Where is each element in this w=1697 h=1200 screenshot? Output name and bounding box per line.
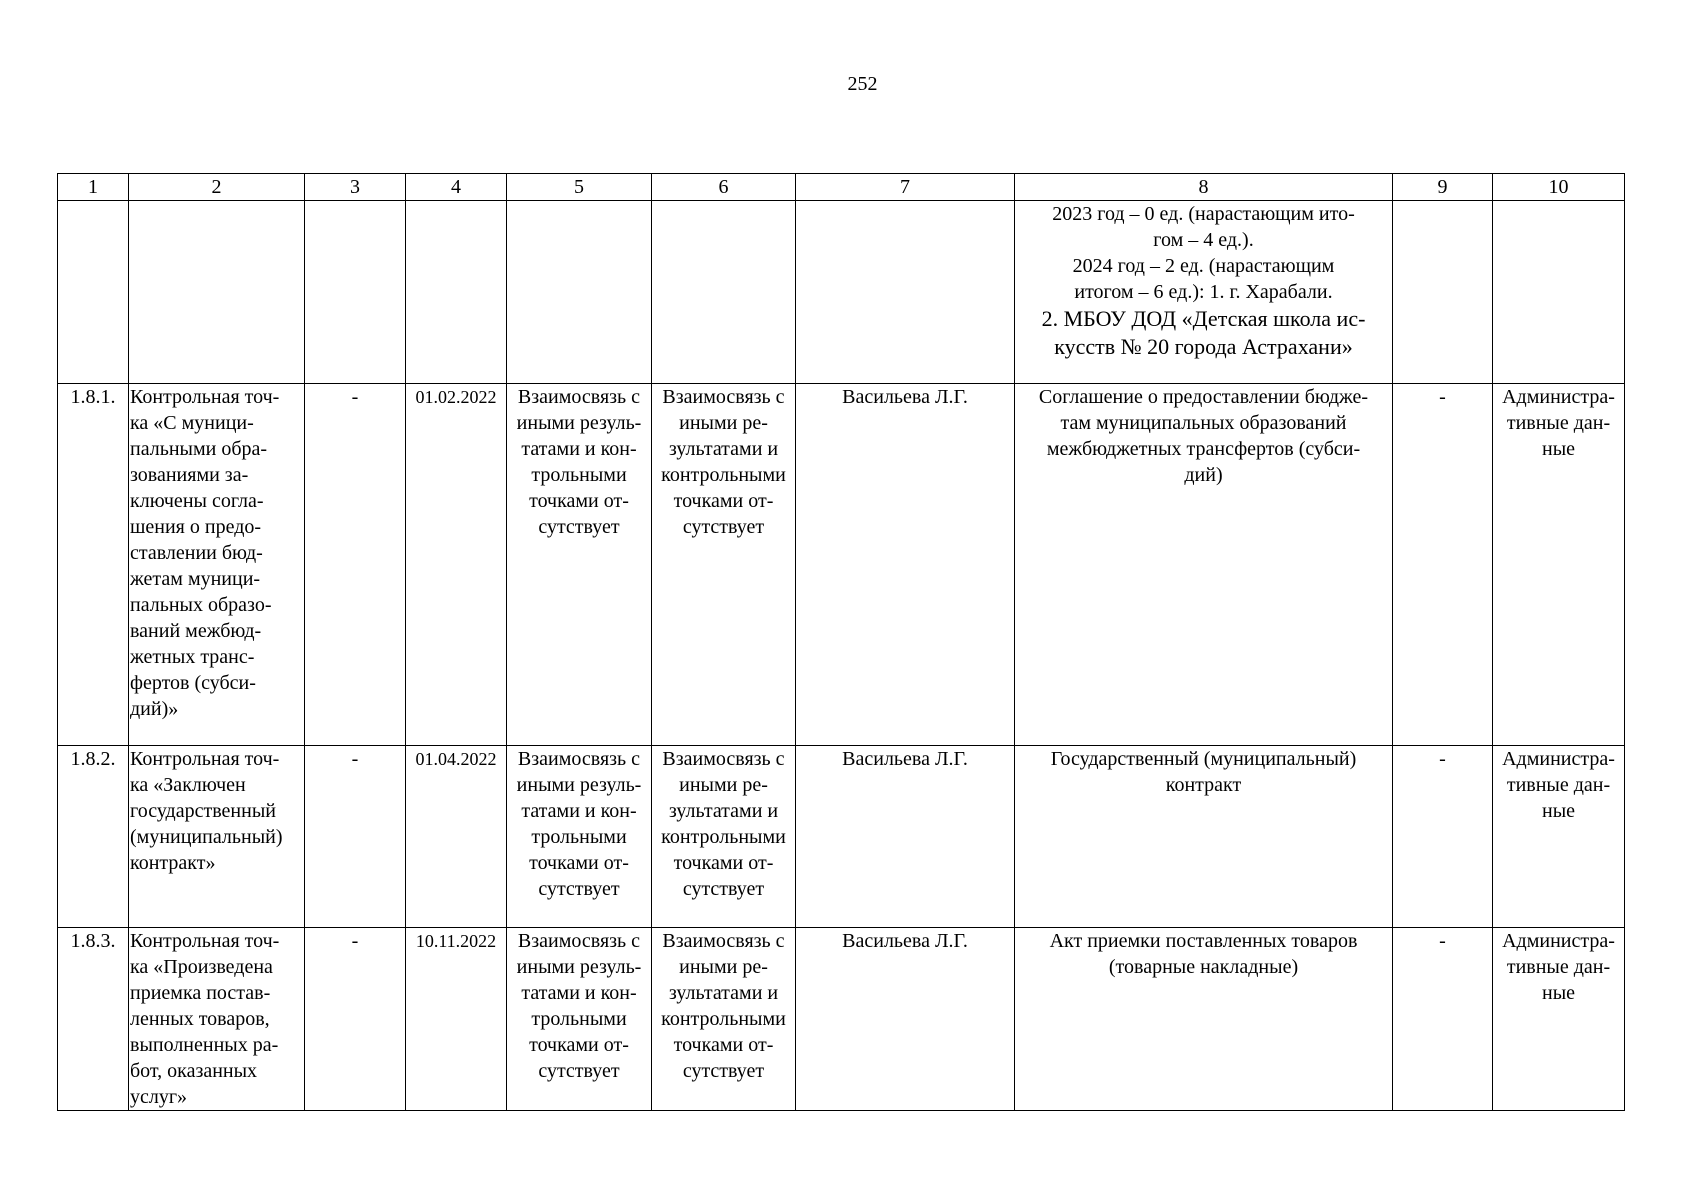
- text-line: 2024 год – 2 ед. (нарастающим: [1072, 255, 1335, 277]
- cell-empty: [58, 201, 129, 384]
- text-line: татами и кон-: [521, 800, 637, 822]
- row-number: 1.8.1.: [58, 384, 129, 746]
- text-line: татами и кон-: [521, 982, 637, 1004]
- column-number-row: [58, 174, 1625, 201]
- text-line: контрольными: [661, 826, 786, 848]
- text-line: ключены согла-: [130, 490, 264, 512]
- col6-relation: [652, 384, 796, 746]
- text-line: ка «Произведена: [130, 956, 273, 978]
- text-line: сутствует: [682, 878, 765, 900]
- text-line: приемка постав-: [130, 982, 271, 1004]
- text-line: точками от-: [529, 852, 629, 874]
- cell-empty: [652, 201, 796, 384]
- confirming-document: [1015, 384, 1393, 746]
- text-line: сутствует: [538, 516, 620, 538]
- text-line: итогом – 6 ед.): 1. г. Харабали.: [1074, 281, 1333, 303]
- col-header-2: 2: [129, 174, 305, 201]
- cell-empty: [507, 201, 652, 384]
- text-line: гом – 4 ед.).: [1153, 229, 1254, 251]
- col-header-5: 5: [507, 174, 652, 201]
- due-date: 01.04.2022: [406, 746, 507, 928]
- text-line: иными резуль-: [516, 956, 642, 978]
- text-line: кусств № 20 города Астрахани»: [1054, 334, 1353, 359]
- control-points-table: [57, 173, 1625, 1111]
- col3-value: -: [305, 746, 406, 928]
- text-line: Администра-: [1502, 930, 1615, 952]
- text-line: жетных транс-: [130, 646, 255, 668]
- text-line: межбюджетных трансфертов (субси-: [1046, 438, 1361, 460]
- text-line: трольными: [531, 826, 627, 848]
- text-line: Контрольная точ-: [130, 748, 280, 770]
- col-header-8: 8: [1015, 174, 1393, 201]
- row-number: 1.8.2.: [58, 746, 129, 928]
- responsible-person: Васильева Л.Г.: [796, 384, 1015, 746]
- col5-relation: [507, 928, 652, 1111]
- col-header-10: 10: [1493, 174, 1625, 201]
- responsible-person: Васильева Л.Г.: [796, 746, 1015, 928]
- text-line: Акт приемки поставленных товаров: [1049, 930, 1358, 952]
- text-line: сутствует: [538, 878, 620, 900]
- confirming-document: [1015, 746, 1393, 928]
- information-source: [1493, 928, 1625, 1111]
- text-line: услуг»: [130, 1086, 188, 1108]
- text-line: зультатами и: [668, 982, 779, 1004]
- text-line: ставлении бюд-: [130, 542, 263, 564]
- text-line: Администра-: [1502, 386, 1615, 408]
- text-line: Контрольная точ-: [130, 930, 280, 952]
- text-line: тивные дан-: [1506, 774, 1611, 796]
- text-line: пальных образо-: [130, 594, 272, 616]
- table-row: [58, 384, 1625, 746]
- continuation-row: [58, 201, 1625, 384]
- text-line: пальными обра-: [130, 438, 268, 460]
- text-line: Взаимосвязь с: [662, 930, 785, 952]
- text-line: там муниципальных образований: [1060, 412, 1347, 434]
- control-point-name: [129, 928, 305, 1111]
- information-source: [1493, 746, 1625, 928]
- text-line: Государственный (муниципальный): [1050, 748, 1357, 770]
- text-line: контрольными: [661, 464, 786, 486]
- text-line: тивные дан-: [1506, 412, 1611, 434]
- row-number: 1.8.3.: [58, 928, 129, 1111]
- text-line: ка «С муници-: [130, 412, 254, 434]
- text-line: Взаимосвязь с: [517, 930, 641, 952]
- text-line: (товарные накладные): [1108, 956, 1299, 978]
- text-line: зультатами и: [668, 438, 779, 460]
- text-line: Взаимосвязь с: [662, 386, 785, 408]
- text-line: Взаимосвязь с: [662, 748, 785, 770]
- text-line: (муниципальный): [130, 826, 283, 848]
- text-line: сутствует: [682, 1060, 765, 1082]
- col9-value: -: [1393, 928, 1493, 1111]
- text-line: контракт»: [130, 852, 216, 874]
- text-line: ка «Заключен: [130, 774, 246, 796]
- cell-empty: [1493, 201, 1625, 384]
- control-point-name: [129, 746, 305, 928]
- confirming-document: [1015, 928, 1393, 1111]
- text-line: Взаимосвязь с: [517, 386, 641, 408]
- text-line: ные: [1541, 438, 1576, 460]
- text-line: контракт: [1165, 774, 1242, 796]
- due-date: 10.11.2022: [406, 928, 507, 1111]
- text-line: точками от-: [529, 490, 629, 512]
- text-line: Администра-: [1502, 748, 1615, 770]
- text-line: точками от-: [673, 1034, 774, 1056]
- text-line: дий): [1184, 464, 1223, 486]
- col5-relation: [507, 384, 652, 746]
- text-line: 2. МБОУ ДОД «Детская школа ис-: [1041, 306, 1366, 331]
- text-line: иными резуль-: [516, 774, 642, 796]
- text-line: точками от-: [529, 1034, 629, 1056]
- due-date: 01.02.2022: [406, 384, 507, 746]
- col6-relation: [652, 928, 796, 1111]
- text-line: иными ре-: [679, 956, 768, 978]
- text-line: выполненных ра-: [130, 1034, 279, 1056]
- col-header-9: 9: [1393, 174, 1493, 201]
- text-line: трольными: [531, 1008, 627, 1030]
- text-line: Соглашение о предоставлении бюдже-: [1038, 386, 1369, 408]
- cell-empty: [406, 201, 507, 384]
- col-header-3: 3: [305, 174, 406, 201]
- cell-empty: [305, 201, 406, 384]
- text-line: точками от-: [673, 490, 774, 512]
- text-line: иными резуль-: [516, 412, 642, 434]
- col9-value: -: [1393, 746, 1493, 928]
- text-line: иными ре-: [679, 774, 768, 796]
- col-header-4: 4: [406, 174, 507, 201]
- table-row: [58, 746, 1625, 928]
- text-line: фертов (субси-: [130, 672, 256, 694]
- text-line: контрольными: [661, 1008, 786, 1030]
- text-line: жетам муници-: [130, 568, 261, 590]
- col9-value: -: [1393, 384, 1493, 746]
- text-line: ленных товаров,: [130, 1008, 270, 1030]
- col3-value: -: [305, 928, 406, 1111]
- cell-empty: [1393, 201, 1493, 384]
- cell-empty: [796, 201, 1015, 384]
- cell-empty: [129, 201, 305, 384]
- continuation-text: [1015, 201, 1393, 384]
- text-line: точками от-: [673, 852, 774, 874]
- text-line: иными ре-: [679, 412, 768, 434]
- col6-relation: [652, 746, 796, 928]
- control-point-name: [129, 384, 305, 746]
- text-line: Контрольная точ-: [130, 386, 280, 408]
- text-line: сутствует: [682, 516, 765, 538]
- col-header-6: 6: [652, 174, 796, 201]
- text-line: Взаимосвязь с: [517, 748, 641, 770]
- col5-relation: [507, 746, 652, 928]
- text-line: сутствует: [538, 1060, 620, 1082]
- text-line: трольными: [531, 464, 627, 486]
- text-line: ные: [1541, 800, 1576, 822]
- information-source: [1493, 384, 1625, 746]
- text-line: государственный: [130, 800, 276, 822]
- col-header-7: 7: [796, 174, 1015, 201]
- text-line: шения о предо-: [130, 516, 262, 538]
- text-line: тивные дан-: [1506, 956, 1611, 978]
- col3-value: -: [305, 384, 406, 746]
- text-line: зованиями за-: [130, 464, 249, 486]
- text-line: ные: [1541, 982, 1576, 1004]
- responsible-person: Васильева Л.Г.: [796, 928, 1015, 1111]
- text-line: татами и кон-: [521, 438, 637, 460]
- text-line: бот, оказанных: [130, 1060, 258, 1082]
- table-row: [58, 928, 1625, 1111]
- text-line: 2023 год – 0 ед. (нарастающим ито-: [1052, 203, 1355, 225]
- col-header-1: 1: [58, 174, 129, 201]
- text-line: зультатами и: [668, 800, 779, 822]
- text-line: ваний межбюд-: [130, 620, 262, 642]
- text-line: дий)»: [130, 698, 179, 720]
- page-number: 252: [847, 73, 878, 95]
